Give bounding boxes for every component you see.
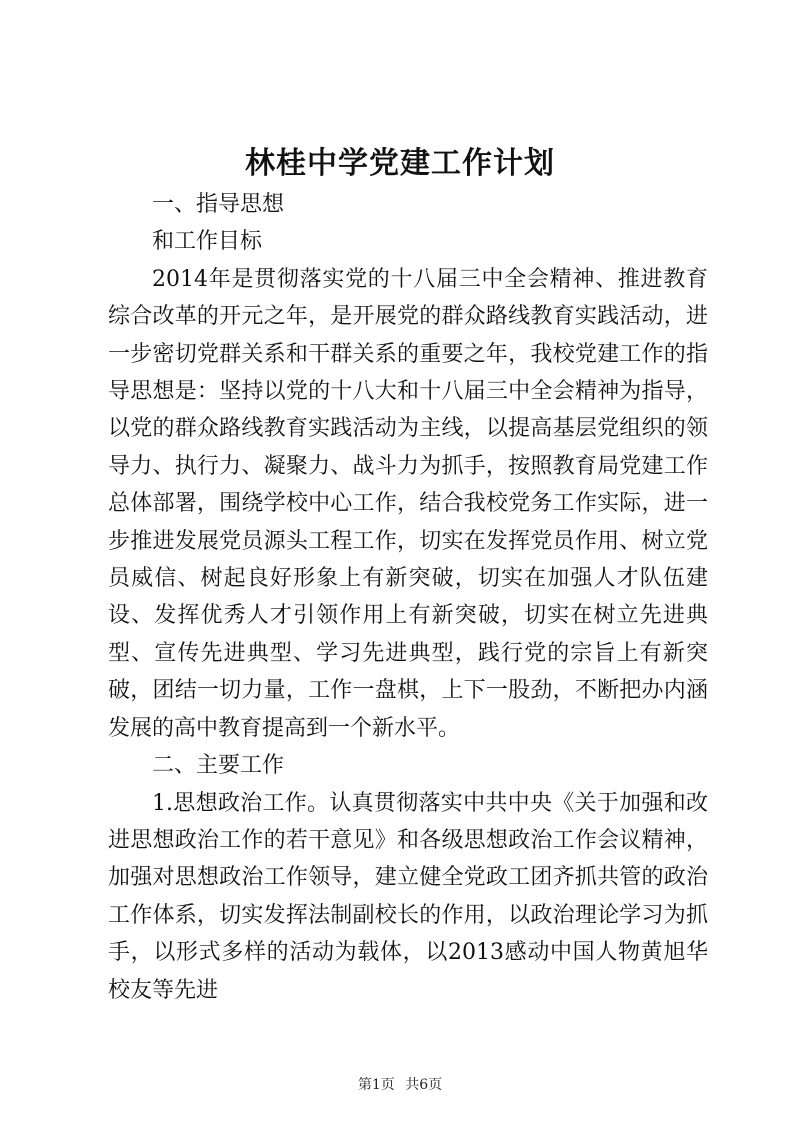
page-number: 第1页 (357, 1077, 395, 1093)
document-title: 林桂中学党建工作计划 (245, 146, 555, 181)
page-footer (0, 1074, 800, 1094)
paragraph-political-work: 1.思想政治工作。认真贯彻落实中共中央《关于加强和改进思想政治工作的若干意见》和各级思想政治工作会议精神，加强对思想政治工作领导，建立健全党政工团齐抓共管的政治工作体系，切实发挥法制副校长的作用，以政治理论学习为抓手，以形式多样的活动为载体，以2013感动中国人物黄旭华校友等先进 (108, 790, 708, 1003)
section-heading-guiding-thought: 一、指导思想 (152, 192, 285, 217)
document-body (108, 186, 708, 1009)
page-total: 共6页 (405, 1077, 443, 1093)
paragraph-guiding-thought: 2014年是贯彻落实党的十八届三中全会精神、推进教育综合改革的开元之年，是开展党的群众路线教育实践活动，进一步密切党群关系和干群关系的重要之年，我校党建工作的指导思想是：坚持以党的十八大和十八届三中全会精神为指导，以党的群众路线教育实践活动为主线，以提高基层党组织的领导力、执行力、凝聚力、战斗力为抓手，按照教育局党建工作总体部署，围绕学校中心工作，结合我校党务工作实际，进一步推进发展党员源头工程工作，切实在发挥党员作用、树立党员威信、树起良好形象上有新突破，切实在加强人才队伍建设、发挥优秀人才引领作用上有新突破，切实在树立先进典型、宣传先进典型、学习先进典型，践行党的宗旨上有新突破，团结一切力量，工作一盘棋，上下一股劲，不断把办内涵发展的高中教育提高到一个新水平。 (108, 266, 708, 741)
section-subheading-work-goals: 和工作目标 (152, 229, 263, 255)
section-heading-main-work: 二、主要工作 (152, 753, 285, 779)
